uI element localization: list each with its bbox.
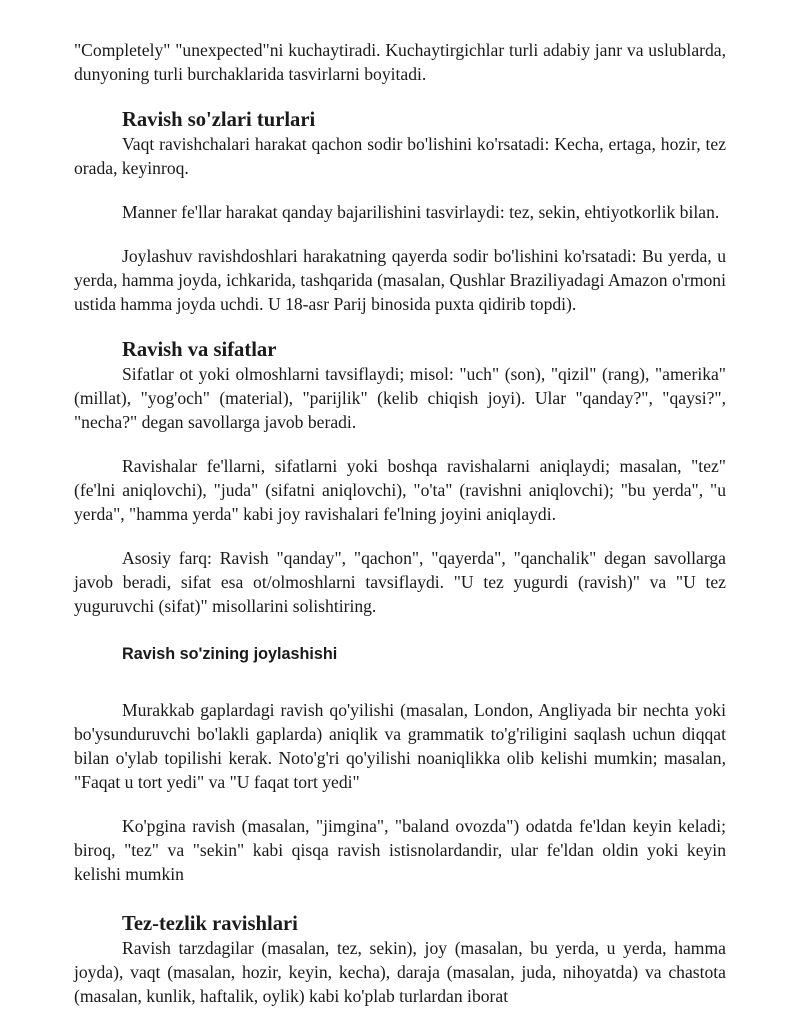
intro-paragraph: "Completely" "unexpected"ni kuchaytiradi. Kuchaytirgichlar turli adabiy janr va uslublarda, dunyoning turli burchaklarida tasvirlarni boyitadi. — [74, 40, 726, 84]
paragraph-time-adverbs: Vaqt ravishchalari harakat qachon sodir bo'lishini ko'rsatadi: Kecha, ertaga, hozir, tez orada, keyinroq. — [74, 134, 726, 178]
paragraph-adverb-kinds: Ravish tarzdagilar (masalan, tez, sekin), joy (masalan, bu yerda, u yerda, hamma joyda), vaqt (masalan, hozir, keyin, kecha), daraja (masalan, juda, nihoyatda) va chastota (masalan, kunlik, haftalik, oylik) kabi ko'plab turlardan iborat — [74, 938, 726, 1006]
paragraph-complex-sentences: Murakkab gaplardagi ravish qo'yilishi (masalan, London, Angliyada bir nechta yoki bo'ysunduruvchi bo'lakli gaplarda) aniqlik va grammatik to'g'riligini saqlash uchun diqqat bilan o'ylab topilishi kerak. Noto'g'ri qo'yilishi noaniqlikka olib kelishi mumkin; masalan, "Faqat u tort yedi" va "U faqat tort yedi" — [74, 700, 726, 792]
paragraph-place-adverbs: Joylashuv ravishdoshlari harakatning qayerda sodir bo'lishini ko'rsatadi: Bu yerda, u yerda, hamma joyda, ichkarida, tashqarida (masalan, Qushlar Braziliyadagi Amazon o'rmoni ustida hamma joyda uchdi. U 18-asr Parij binosida puxta qidirib topdi). — [74, 246, 726, 314]
paragraph-adverb-order: Ko'pgina ravish (masalan, "jimgina", "baland ovozda") odatda fe'ldan keyin keladi; biroq, "tez" va "sekin" kabi qisqa ravish istisnolardandir, ular fe'ldan oldin yoki keyin kelishi mumkin — [74, 816, 726, 884]
paragraph-adjectives: Sifatlar ot yoki olmoshlarni tavsiflaydi; misol: "uch" (son), "qizil" (rang), "amerika" (millat), "yog'och" (material), "parijlik" (kelib chiqish joyi). Ular "qanday?", "qaysi?", "necha?" degan savollarga javob beradi. — [74, 364, 726, 432]
section-heading-adverb-types: Ravish so'zlari turlari — [122, 109, 316, 131]
paragraph-manner-adverbs: Manner fe'llar harakat qanday bajarilishini tasvirlaydi: tez, sekin, ehtiyotkorlik bilan. — [122, 202, 720, 222]
paragraph-main-difference: Asosiy farq: Ravish "qanday", "qachon", "qayerda", "qanchalik" degan savollarga javob beradi, sifat esa ot/olmoshlarni tavsiflaydi. "U tez yugurdi (ravish)" va "U tez yuguruvchi (sifat)" misollarini solishtiring. — [74, 548, 726, 616]
document-page — [74, 38, 726, 1008]
section-heading-frequency-adverbs: Tez-tezlik ravishlari — [122, 913, 298, 935]
paragraph-adverbs-modify: Ravishalar fe'llarni, sifatlarni yoki boshqa ravishalarni aniqlaydi; masalan, "tez" (fe'lni aniqlovchi), "juda" (sifatni aniqlovchi), "o'ta" (ravishni aniqlovchi); "bu yerda", "u yerda", "hamma yerda" kabi joy ravishalari fe'lning joyini aniqlaydi. — [74, 456, 726, 524]
section-heading-adverbs-adjectives: Ravish va sifatlar — [122, 339, 277, 361]
section-heading-adverb-placement: Ravish so'zining joylashishi — [122, 645, 338, 663]
